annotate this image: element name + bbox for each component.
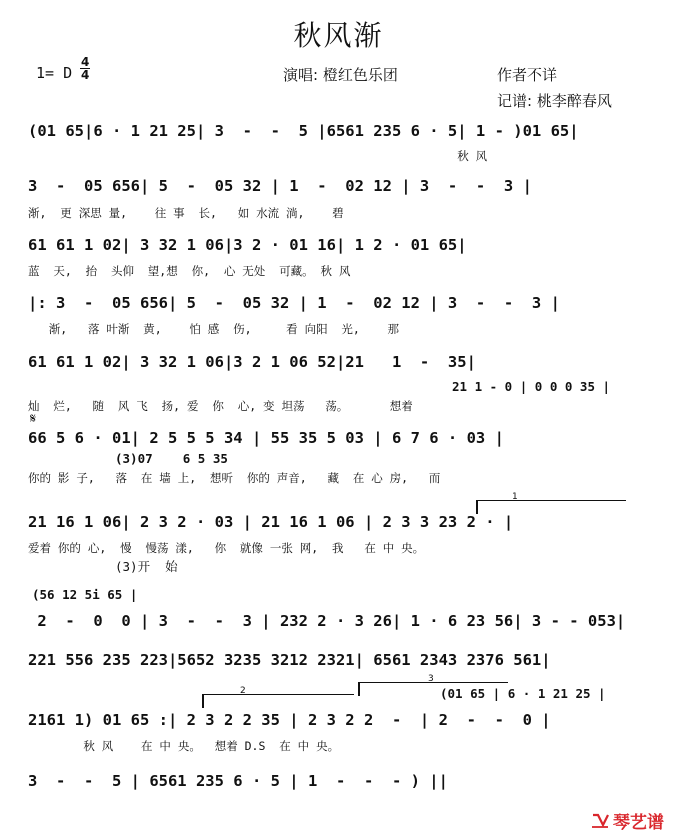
- singer-credit: 演唱: 橙红色乐团: [283, 66, 398, 84]
- ending-3-bracket-left: [358, 682, 360, 696]
- ending-1-bracket-left: [476, 500, 478, 514]
- logo-mark-icon: [590, 811, 610, 831]
- notation-row-6: 66 5 6 · 01| 2 5 5 5 34 | 55 35 5 03 | 6 7 6 · 03 |: [28, 429, 504, 447]
- transcriber-credit: 记谱: 桃李醉春风: [497, 92, 612, 110]
- song-title: 秋风渐: [293, 19, 384, 52]
- lyrics-row-1: 秋 风: [28, 149, 488, 163]
- notation-row-5-alt: 21 1 - 0 | 0 0 0 35 |: [452, 379, 611, 394]
- notation-row-10-alt: (01 65 | 6 · 1 21 25 |: [440, 686, 606, 701]
- time-signature: [80, 56, 90, 81]
- lyrics-row-10: 秋 风 在 中 央。 想着 D.S 在 中 央。: [28, 739, 340, 753]
- ending-2-bracket-top: [202, 694, 354, 695]
- notation-row-11: 3 - - 5 | 6561 235 6 · 5 | 1 - - - ) ||: [28, 772, 448, 790]
- notation-row-7-alt: (3)开 始: [115, 559, 178, 574]
- ending-3-label: 3: [428, 674, 434, 684]
- notation-row-7: 21 16 1 06| 2 3 2 · 03 | 21 16 1 06 | 2 3 3 23 2 · |: [28, 513, 514, 531]
- notation-row-2: 3 - 05 656| 5 - 05 32 | 1 - 02 12 | 3 - - 3 |: [28, 177, 532, 195]
- notation-row-4: |: 3 - 05 656| 5 - 05 32 | 1 - 02 12 | 3 - - 3 |: [28, 294, 560, 312]
- notation-row-6-alt: (3)07 6 5 35: [115, 451, 228, 466]
- ending-1-bracket-top: [476, 500, 626, 501]
- ending-2-label: 2: [240, 686, 246, 696]
- author-credit: 作者不详: [497, 66, 558, 84]
- lyrics-row-3: 蓝 天, 抬 头仰 望,想 你, 心 无处 可藏。 秋 风: [28, 264, 351, 278]
- lyrics-row-4: 渐, 落 叶渐 黄, 怕 感 伤, 看 向阳 光, 那: [28, 322, 400, 336]
- lyrics-row-5: 灿 烂, 随 风 飞 扬, 爱 你 心, 变 坦荡 荡。 想着: [28, 399, 413, 413]
- segno-sign: 𝄋: [30, 411, 37, 427]
- notation-row-9: 221 556 235 223|5652 3235 3212 2321| 6561 2343 2376 561|: [28, 651, 551, 669]
- lyrics-row-6: 你的 影 子, 落 在 墙 上, 想听 你的 声音, 藏 在 心 房, 而: [28, 471, 441, 485]
- logo-text: 琴艺谱: [613, 813, 664, 833]
- notation-row-1: (01 65|6 · 1 21 25| 3 - - 5 |6561 235 6 · 5| 1 - )01 65|: [28, 122, 579, 140]
- lyrics-row-7: 爱着 你的 心, 慢 慢荡 漾, 你 就像 一张 网, 我 在 中 央。: [28, 541, 425, 555]
- notation-row-8: 2 - 0 0 | 3 - - 3 | 232 2 · 3 26| 1 · 6 23 56| 3 - - 053|: [28, 612, 626, 630]
- notation-row-10: 2161 1) 01 65 :| 2 3 2 2 35 | 2 3 2 2 - | 2 - - 0 |: [28, 711, 551, 729]
- lyrics-row-2: 渐, 更 深思 量, 往 事 长, 如 水流 淌, 碧: [28, 206, 344, 220]
- site-logo: [590, 808, 664, 833]
- notation-row-8-alt: (56 12 5i 65 |: [32, 587, 138, 602]
- ending-2-bracket-left: [202, 694, 204, 708]
- time-numerator: 4: [81, 55, 90, 69]
- notation-row-3: 61 61 1 02| 3 32 1 06|3 2 · 01 16| 1 2 · 01 65|: [28, 236, 467, 254]
- notation-row-5: 61 61 1 02| 3 32 1 06|3 2 1 06 52|21 1 - 35|: [28, 353, 476, 371]
- key-signature: 1= D: [36, 64, 73, 82]
- time-denominator: 4: [81, 68, 90, 82]
- ending-1-label: 1: [512, 492, 518, 502]
